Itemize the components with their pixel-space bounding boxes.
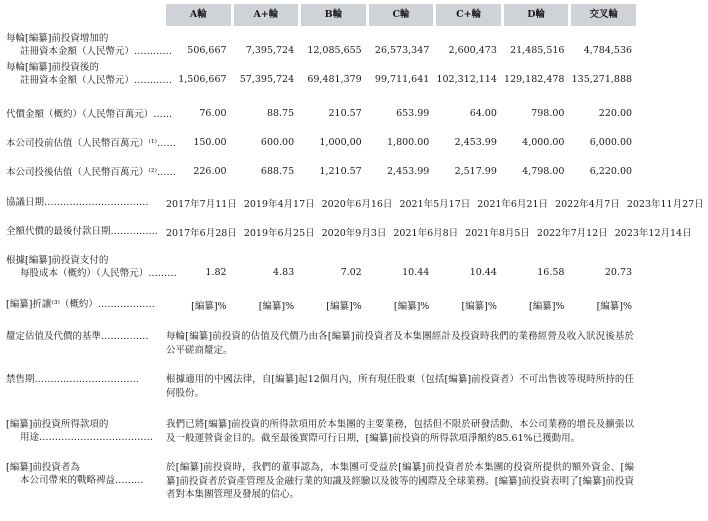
row-label: 每輪[編纂]前投資增加的 註冊資本金額（人民幣元）………… [6, 33, 173, 57]
row-label: [編纂]折讓⁽³⁾（概約）……………… [6, 299, 155, 310]
text-row-strategic-benefits [6, 461, 636, 506]
row-values: [編纂]% [編纂]% [編纂]% [編纂]% [編纂]% [編纂]% [編纂]% [191, 301, 633, 312]
col-header-c: C輪 [369, 4, 434, 26]
text-row-lockup [6, 373, 636, 403]
table-row [6, 166, 636, 180]
paragraph: 根據適用的中國法律，自[編纂]起12個月內，所有現任股東（包括[編纂]前投資者）不可出售彼等現時所持的任何股份。 [166, 374, 634, 399]
paragraph: 於[編纂]前投資時，我們的董事認為，本集團可受益於[編纂]前投資者於本集團的投資所提供的額外資金、[編纂]前投資者於資產管理及金融行業的知識及經驗以及彼等的國際及全球業務。[編纂]前投資表明了[編纂]前投資者對本集團管理及發展的信心。 [166, 462, 634, 500]
col-header-a: A輪 [166, 4, 231, 26]
row-label: 本公司投後估值（人民幣百萬元）⁽²⁾…… [6, 167, 176, 178]
row-label: 本公司投前估值（人民幣百萬元）⁽¹⁾…… [6, 138, 176, 149]
table-row [6, 225, 692, 239]
col-header-d: D輪 [504, 4, 569, 26]
row-values: 2017年7月11日 2019年4月17日 2020年6月16日 2021年5月17日 2021年6月21日 2022年4月7日 2023年11月27日 [166, 199, 704, 210]
row-label: 每輪[編纂]前投資後的 註冊資本金額（人民幣元）………… [6, 62, 173, 86]
row-values: 2017年6月28日 2019年6月25日 2020年9月3日 2021年6月8日 2021年8月5日 2022年7月12日 2023年12月14日 [166, 228, 692, 239]
table-row [6, 137, 636, 151]
row-values: 1.82 4.83 7.02 10.44 10.44 16.58 20.73 [205, 267, 633, 278]
paragraph: 每輪[編纂]前投資的估值及代價乃由各[編纂]前投資者及本集團經計及投資時我們的業務經營及收入狀況後基於公平磋商釐定。 [166, 331, 634, 356]
col-header-cross: 交叉輪 [571, 4, 636, 26]
table-row [6, 108, 636, 122]
row-label: 禁售期…………………………… [6, 374, 140, 385]
table-row [6, 32, 636, 60]
row-label: 代價金額（概約）（人民幣百萬元）…… [6, 109, 173, 120]
row-label: [編纂]前投資者為 本公司帶來的戰略裨益……… [6, 462, 144, 486]
table-row [6, 298, 636, 312]
row-label: [編纂]前投資所得款項的 用途……………………………… [6, 419, 154, 443]
col-header-a-plus: A+輪 [234, 4, 299, 26]
row-label: 釐定估值及代價的基準…………… [6, 331, 149, 342]
text-row-use-of-proceeds [6, 418, 636, 448]
text-row-valuation-basis [6, 330, 636, 360]
row-values: 506,667 7,395,724 12,085,655 26,573,347 2,600,473 21,485,516 4,784,536 [187, 45, 633, 56]
row-label: 全額代價的最後付款日期…………… [6, 226, 159, 237]
col-header-c-plus: C+輪 [436, 4, 501, 26]
paragraph: 我們已將[編纂]前投資的所得款項用於本集團的主要業務，包括但不限於研發活動、本公司業務的增長及擴張以及一般運營資金目的。截至最後實際可行日期，[編纂]前投資的所得款項淨額約85.61%已獲動用。 [166, 419, 634, 444]
col-header-b: B輪 [301, 4, 366, 26]
table-row [6, 61, 636, 89]
table-row [6, 196, 704, 210]
column-header-row [166, 4, 636, 26]
row-values: 1,506,667 57,395,724 69,481,379 99,711,641 102,312,114 129,182,478 135,271,888 [178, 74, 633, 85]
table-row [6, 254, 636, 282]
row-values: 226.00 688.75 1,210.57 2,453.99 2,517.99 4,798.00 6,220.00 [193, 166, 633, 177]
row-label: 協議日期…………………………… [6, 197, 149, 208]
row-label: 根據[編纂]前投資支付的 每股成本（概約）（人民幣元）……… [6, 255, 177, 279]
row-values: 76.00 88.75 210.57 653.99 64.00 798.00 220.00 [199, 108, 633, 119]
row-values: 150.00 600.00 1,000,00 1,800.00 2,453.99 4,000.00 6,000.00 [193, 137, 633, 148]
